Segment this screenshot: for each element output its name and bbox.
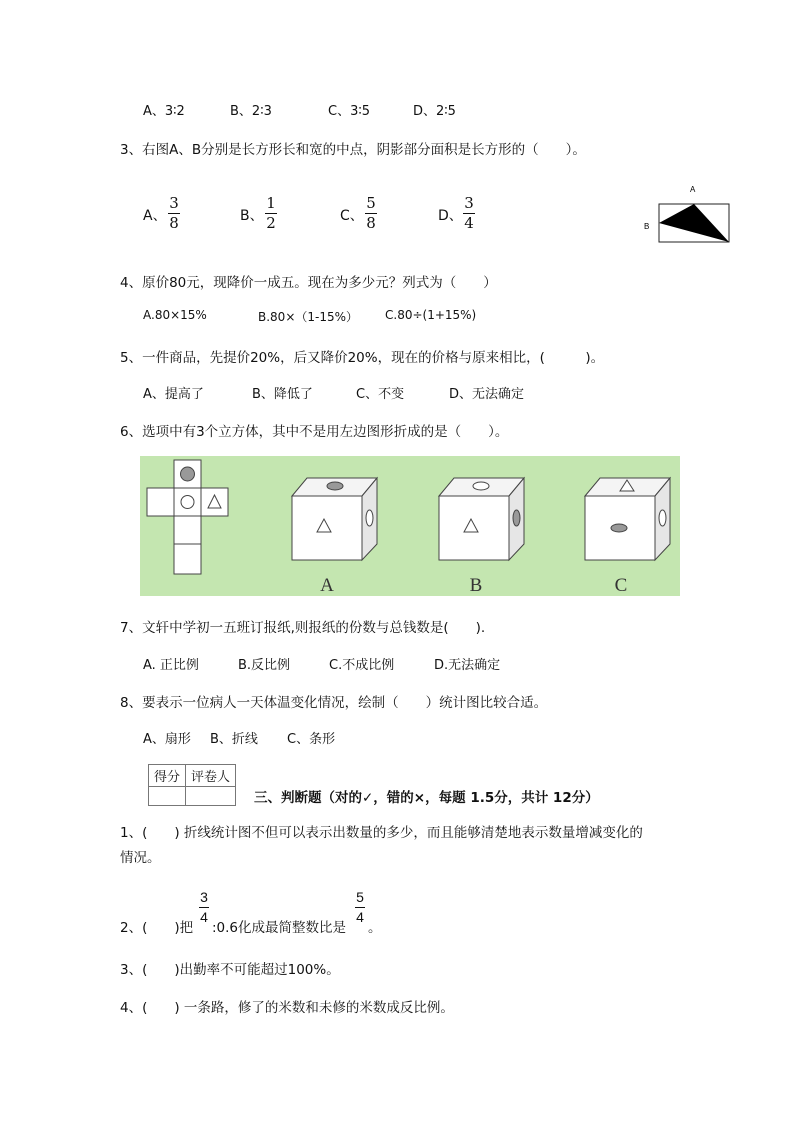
q2-option-c: C、3∶5 (328, 104, 371, 119)
numerator: 3 (464, 194, 474, 212)
cube-a-label: A (320, 575, 334, 596)
point-a-label: A (690, 185, 696, 194)
q4-option-c: C.80÷(1+15%) (385, 308, 477, 322)
q5-option-a: A、提高了 (143, 387, 204, 402)
section3-title: 三、判断题（对的✓，错的×，每题 1.5分，共计 12分） (254, 790, 599, 806)
grader-header: 评卷人 (186, 765, 236, 787)
numerator: 1 (266, 194, 276, 212)
cube-a (292, 478, 377, 560)
q7-option-d: D.无法确定 (434, 658, 501, 673)
q3-option-a-fraction (168, 195, 180, 232)
q3-option-b-label: B、 (240, 208, 264, 224)
q7-option-b: B.反比例 (238, 658, 291, 673)
q4-option-a: A.80×15% (143, 308, 207, 322)
q7-text: 7、文轩中学初一五班订报纸,则报纸的份数与总钱数是( ). (120, 620, 486, 636)
q3-option-c-label: C、 (340, 208, 364, 224)
j2-fraction-2 (355, 889, 365, 926)
j1-line2: 情况。 (120, 850, 161, 866)
score-table (148, 764, 236, 806)
q3-option-d-label: D、 (438, 208, 463, 224)
q3-option-b-fraction (265, 195, 277, 232)
numerator: 5 (356, 889, 364, 905)
q6-text: 6、选项中有3个立方体，其中不是用左边图形折成的是（ ）。 (120, 424, 509, 440)
q3-rectangle-figure (640, 182, 740, 247)
q2-option-a: A、3∶2 (143, 104, 185, 119)
cube-c-label: C (614, 575, 628, 596)
j2-fraction-1 (199, 889, 209, 926)
shaded-triangle (659, 204, 729, 242)
denominator: 8 (169, 214, 179, 232)
q5-option-d: D、无法确定 (449, 387, 525, 402)
q2-option-d: D、2∶5 (413, 104, 456, 119)
score-header: 得分 (149, 765, 186, 787)
q3-option-a-label: A、 (143, 208, 167, 224)
net-filled-circle (181, 467, 195, 481)
q3-option-d-fraction (463, 195, 475, 232)
denominator: 4 (356, 909, 364, 925)
score-cell (149, 787, 186, 806)
cube-b-label: B (469, 575, 483, 596)
grader-cell (186, 787, 236, 806)
net-hollow-circle (181, 496, 194, 509)
q3-option-c-fraction (365, 195, 377, 232)
j3-text: 3、( )出勤率不可能超过100%。 (120, 962, 340, 978)
q7-option-c: C.不成比例 (329, 658, 395, 673)
q8-option-a: A、扇形 (143, 732, 191, 747)
q4-option-b: B.80×（1-15%） (258, 310, 359, 324)
q3-text: 3、右图A、B分别是长方形长和宽的中点，阴影部分面积是长方形的（ ）。 (120, 142, 586, 158)
q5-option-c: C、不变 (356, 387, 405, 402)
point-b-label: B (644, 222, 650, 231)
numerator: 5 (366, 194, 376, 212)
denominator: 4 (200, 909, 208, 925)
cube-b (439, 478, 524, 560)
q6-cube-figure (140, 456, 680, 596)
j2-suffix: 。 (368, 920, 382, 936)
q5-option-b: B、降低了 (252, 387, 313, 402)
j1-line1: 1、( ) 折线统计图不但可以表示出数量的多少，而且能够清楚地表示数量增减变化的 (120, 825, 643, 841)
numerator: 3 (200, 889, 208, 905)
denominator: 4 (464, 214, 474, 232)
j2-prefix: 2、( )把 (120, 920, 194, 936)
j4-text: 4、( ) 一条路，修了的米数和未修的米数成反比例。 (120, 1000, 454, 1016)
numerator: 3 (169, 194, 179, 212)
denominator: 8 (366, 214, 376, 232)
q8-option-b: B、折线 (210, 732, 258, 747)
q7-option-a: A. 正比例 (143, 658, 199, 673)
cube-c (585, 478, 670, 560)
q8-text: 8、要表示一位病人一天体温变化情况，绘制（ ）统计图比较合适。 (120, 695, 548, 711)
q5-text: 5、一件商品，先提价20%，后又降价20%，现在的价格与原来相比，( )。 (120, 350, 605, 366)
q4-text: 4、原价80元，现降价一成五。现在为多少元？列式为（ ） (120, 275, 497, 291)
denominator: 2 (266, 214, 276, 232)
q2-option-b: B、2∶3 (230, 104, 272, 119)
q8-option-c: C、条形 (287, 732, 336, 747)
j2-middle: :0.6化成最简整数比是 (212, 920, 347, 936)
